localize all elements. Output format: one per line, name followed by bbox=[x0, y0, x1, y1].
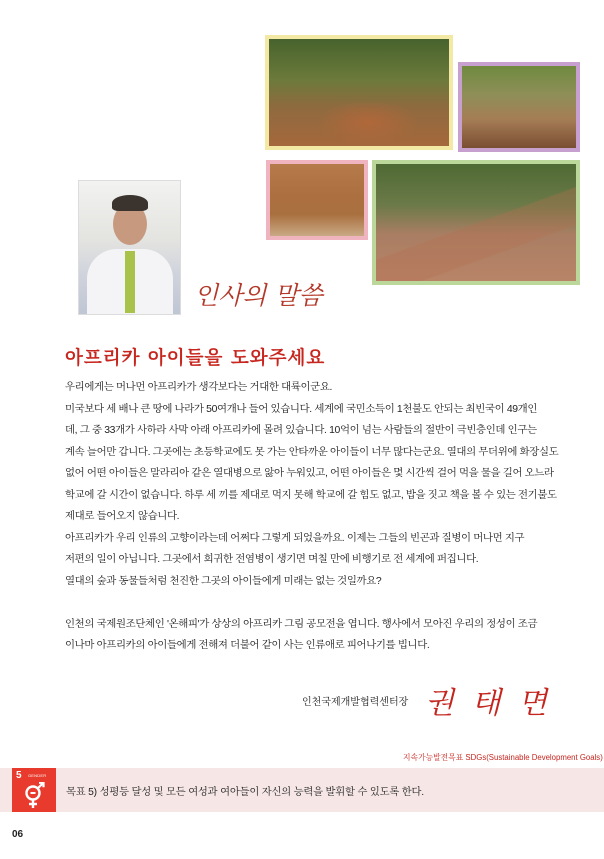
photo-children-on-road bbox=[265, 35, 453, 150]
photo-child-studying bbox=[266, 160, 368, 240]
goal-text: 목표 5) 성평등 달성 및 모든 여성과 여아들이 자신의 능력을 발휘할 수 있도록 한다. bbox=[66, 787, 424, 798]
body-line: 우리에게는 머나먼 아프리카가 생각보다는 거대한 대륙이군요. bbox=[65, 382, 333, 393]
page-title: 아프리카 아이들을 도와주세요 bbox=[65, 348, 326, 369]
sdg-goal-icon bbox=[12, 768, 56, 812]
body-line: 이나마 아프리카의 아이들에게 전해져 더불어 같이 사는 인류애로 피어나기를 빕니다. bbox=[65, 640, 430, 651]
sdg-goal-tag: GENDER bbox=[28, 773, 47, 778]
gender-equality-icon bbox=[22, 782, 46, 810]
body-line: 없어 어떤 아이들은 말라리아 같은 열대병으로 앓아 누워있고, 어떤 아이들은 몇 시간씩 걸어 먹을 물을 길어 오느라 bbox=[65, 468, 554, 479]
sdg-label: 지속가능발전목표 SDGs(Sustainable Development Goals) bbox=[403, 753, 603, 762]
photo-group-of-children bbox=[458, 62, 580, 152]
paragraph-gap bbox=[65, 592, 557, 614]
signature-title: 인천국제개발협력센터장 bbox=[302, 697, 409, 708]
sdg-goal-number: 5 bbox=[16, 770, 22, 781]
photo-carrying-water bbox=[372, 160, 580, 285]
body-line: 학교에 갈 시간이 없습니다. 하루 세 끼를 제대로 먹지 못해 학교에 갈 힘도 없고, 밥을 짓고 책을 볼 수 있는 전기불도 bbox=[65, 489, 557, 501]
portrait-photo bbox=[78, 180, 181, 315]
page-number: 06 bbox=[12, 829, 24, 840]
body-line: 미국보다 세 배나 큰 땅에 나라가 50여개나 들어 있습니다. 세계에 국민소득이 1천불도 안되는 최빈국이 49개인 bbox=[65, 403, 538, 415]
signature-name: 권 태 면 bbox=[425, 686, 552, 721]
body-line: 데, 그 중 33개가 사하라 사막 아래 아프리카에 몰려 있습니다. 10억이 넘는 사람들의 절반이 극빈층인데 인구는 bbox=[65, 425, 537, 436]
greeting-heading: 인사의 말씀 bbox=[194, 281, 323, 310]
body-text bbox=[65, 377, 557, 657]
body-line: 인천의 국제원조단체인 '온해피'가 상상의 아프리카 그림 공모전을 엽니다. 행사에서 모아진 우리의 정성이 조금 bbox=[65, 618, 538, 630]
body-line: 계속 늘어만 갑니다. 그곳에는 초등학교에도 못 가는 안타까운 아이들이 너무 많다는군요. 열대의 무더위에 화장실도 bbox=[65, 446, 559, 458]
body-line: 제대로 들어오지 않습니다. bbox=[65, 511, 180, 522]
body-line: 열대의 숲과 동물들처럼 천진한 그곳의 아이들에게 미래는 없는 것일까요? bbox=[65, 575, 382, 587]
body-line: 저편의 일이 아닙니다. 그곳에서 희귀한 전염병이 생기면 며칠 만에 비행기로 전 세계에 퍼집니다. bbox=[65, 554, 479, 565]
body-line: 아프리카가 우리 인류의 고향이라는데 어쩌다 그렇게 되었을까요. 이제는 그들의 빈곤과 질병이 머나먼 지구 bbox=[65, 532, 525, 544]
